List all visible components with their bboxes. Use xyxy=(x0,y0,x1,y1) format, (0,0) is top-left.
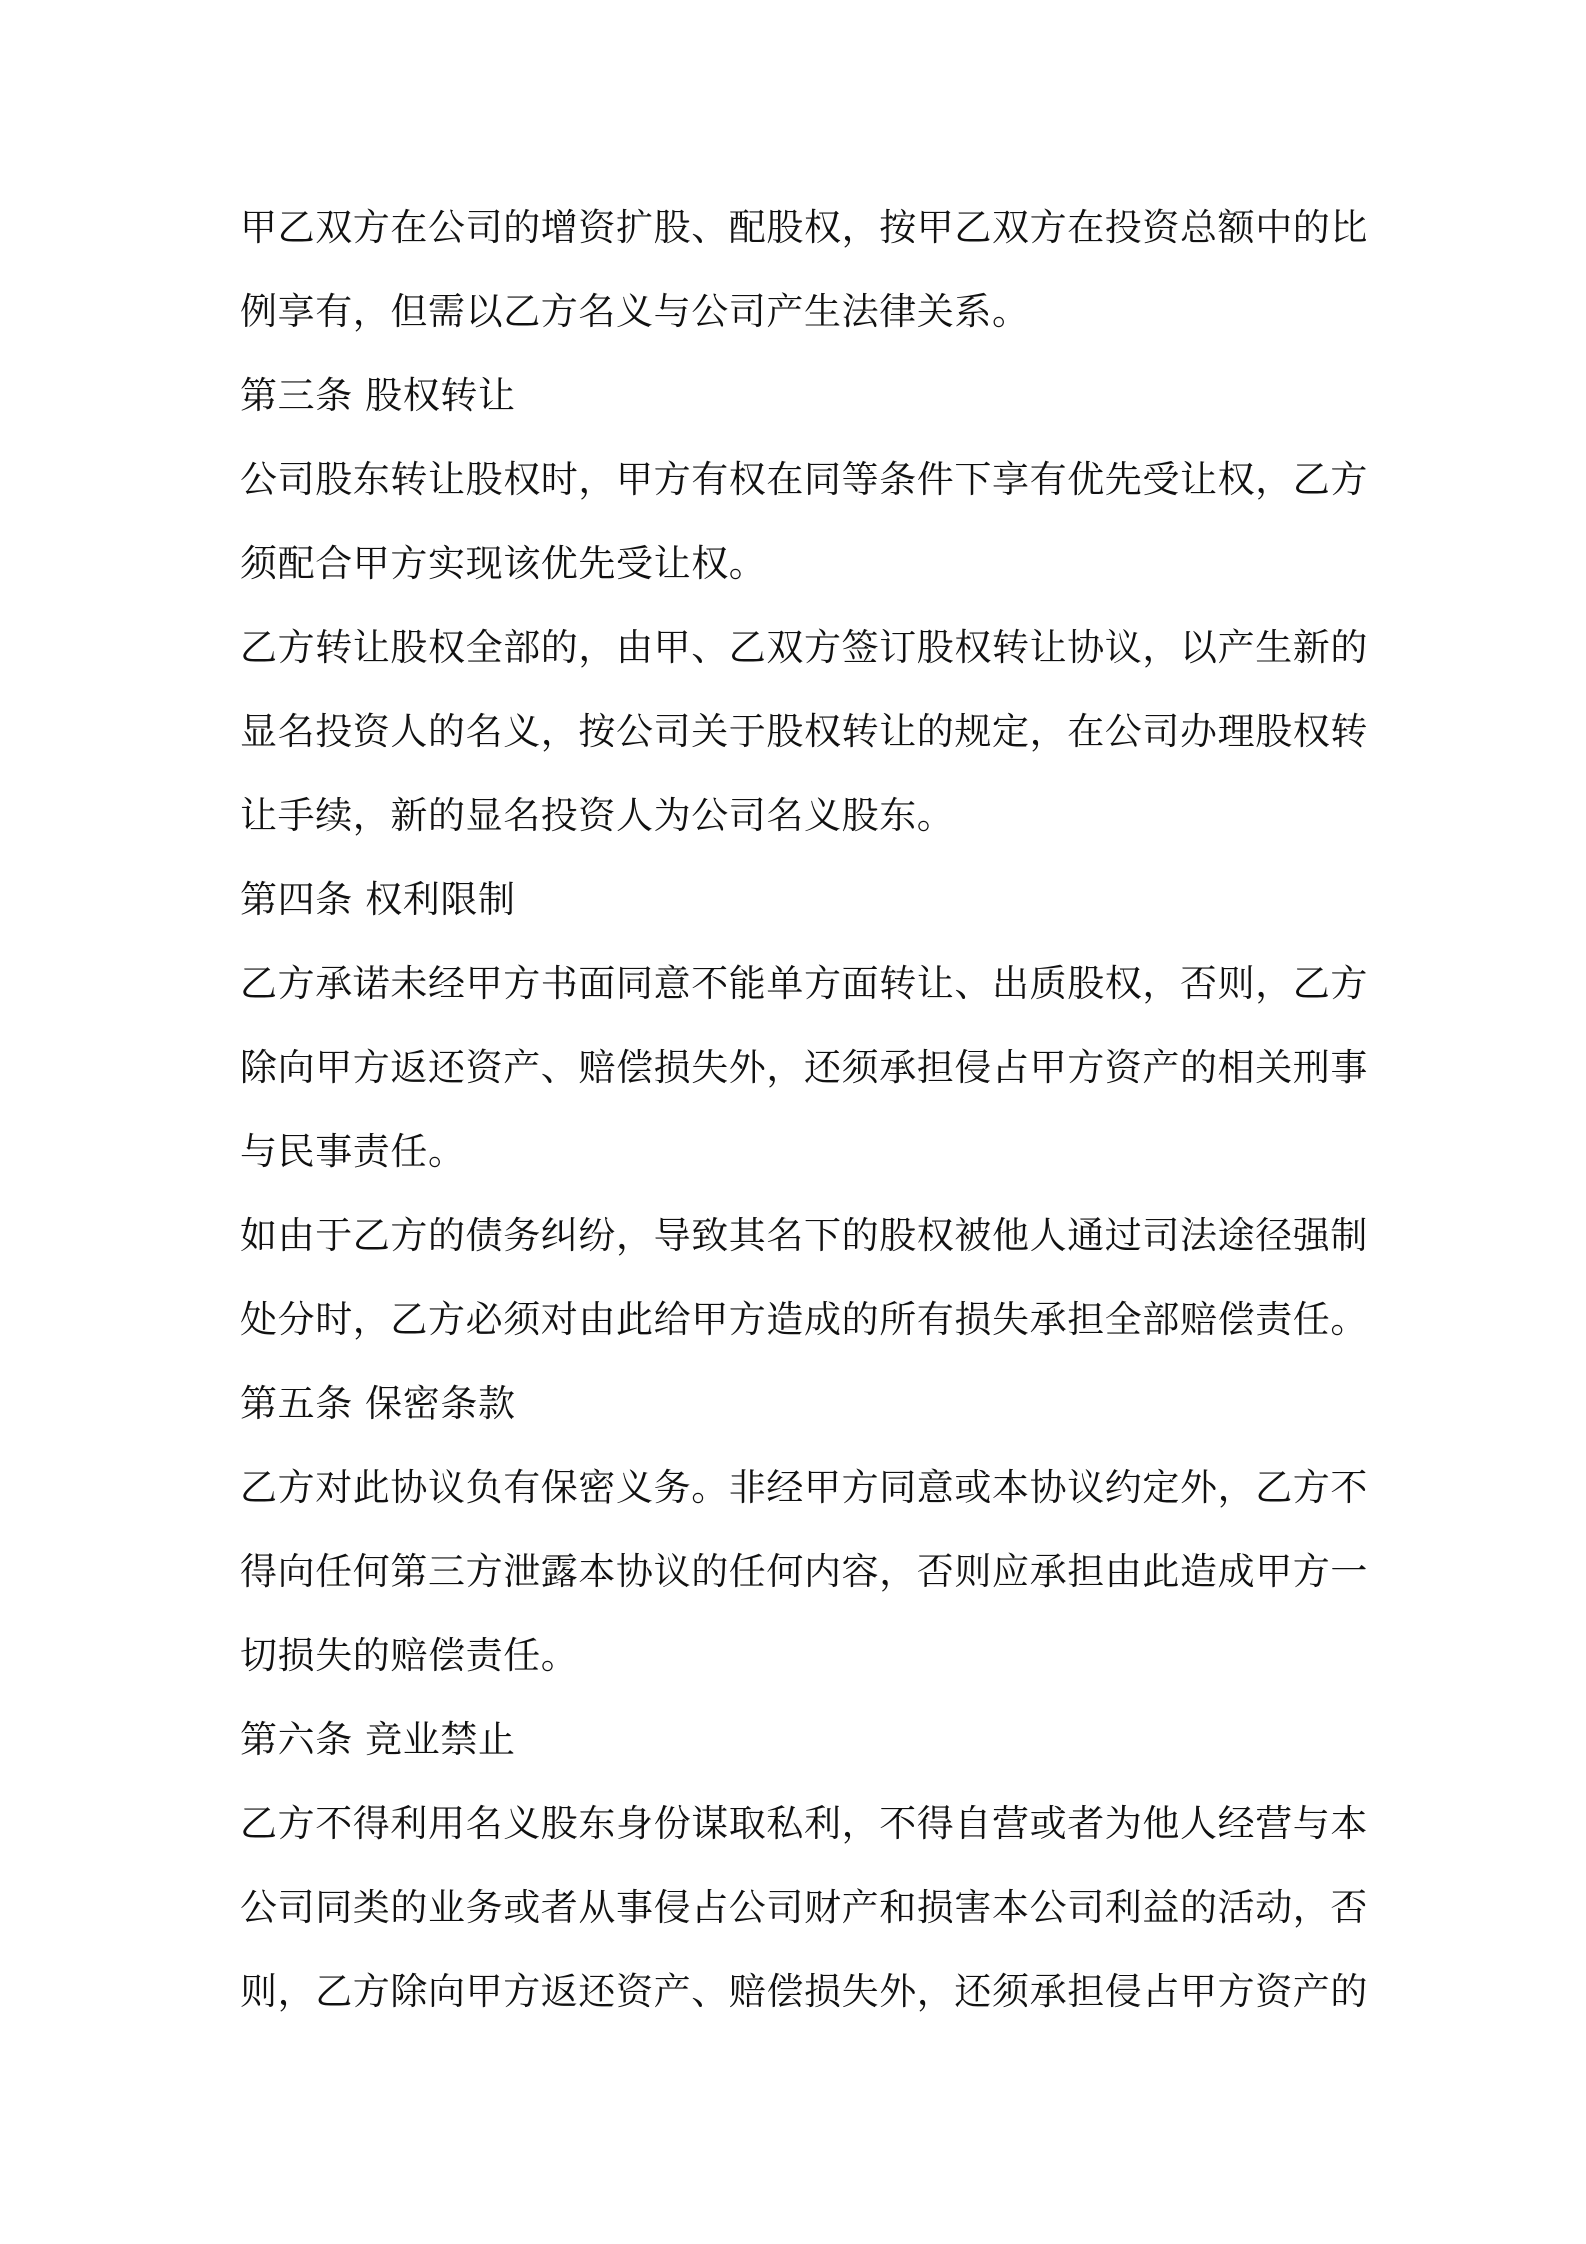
article-3-heading: 第三条 股权转让 xyxy=(240,374,516,417)
article-4-heading: 第四条 权利限制 xyxy=(240,878,516,921)
paragraph-line: 例享有，但需以乙方名义与公司产生法律关系。 xyxy=(240,290,1030,333)
paragraph-line: 与民事责任。 xyxy=(240,1130,466,1173)
article-6-heading: 第六条 竞业禁止 xyxy=(240,1718,516,1761)
paragraph-line: 乙方对此协议负有保密义务。非经甲方同意或本协议约定外，乙方不 xyxy=(240,1466,1368,1509)
article-5-heading: 第五条 保密条款 xyxy=(240,1382,516,1425)
paragraph-line: 甲乙双方在公司的增资扩股、配股权，按甲乙双方在投资总额中的比 xyxy=(240,206,1368,249)
paragraph-line: 乙方承诺未经甲方书面同意不能单方面转让、出质股权，否则，乙方 xyxy=(240,962,1368,1005)
paragraph-line: 须配合甲方实现该优先受让权。 xyxy=(240,542,767,585)
paragraph-line: 乙方转让股权全部的，由甲、乙双方签订股权转让协议，以产生新的 xyxy=(240,626,1368,669)
paragraph-line: 处分时，乙方必须对由此给甲方造成的所有损失承担全部赔偿责任。 xyxy=(240,1298,1368,1341)
paragraph-line: 除向甲方返还资产、赔偿损失外，还须承担侵占甲方资产的相关刑事 xyxy=(240,1046,1368,1089)
paragraph-line: 如由于乙方的债务纠纷，导致其名下的股权被他人通过司法途径强制 xyxy=(240,1214,1368,1257)
paragraph-line: 乙方不得利用名义股东身份谋取私利，不得自营或者为他人经营与本 xyxy=(240,1802,1368,1845)
paragraph-line: 公司同类的业务或者从事侵占公司财产和损害本公司利益的活动，否 xyxy=(240,1886,1368,1929)
paragraph-line: 让手续，新的显名投资人为公司名义股东。 xyxy=(240,794,955,837)
paragraph-line: 公司股东转让股权时，甲方有权在同等条件下享有优先受让权，乙方 xyxy=(240,458,1368,501)
paragraph-line: 切损失的赔偿责任。 xyxy=(240,1634,579,1677)
document-body xyxy=(240,186,1368,2034)
paragraph-line: 则，乙方除向甲方返还资产、赔偿损失外，还须承担侵占甲方资产的 xyxy=(240,1970,1368,2013)
paragraph-line: 得向任何第三方泄露本协议的任何内容，否则应承担由此造成甲方一 xyxy=(240,1550,1368,1593)
paragraph-line: 显名投资人的名义，按公司关于股权转让的规定，在公司办理股权转 xyxy=(240,710,1368,753)
